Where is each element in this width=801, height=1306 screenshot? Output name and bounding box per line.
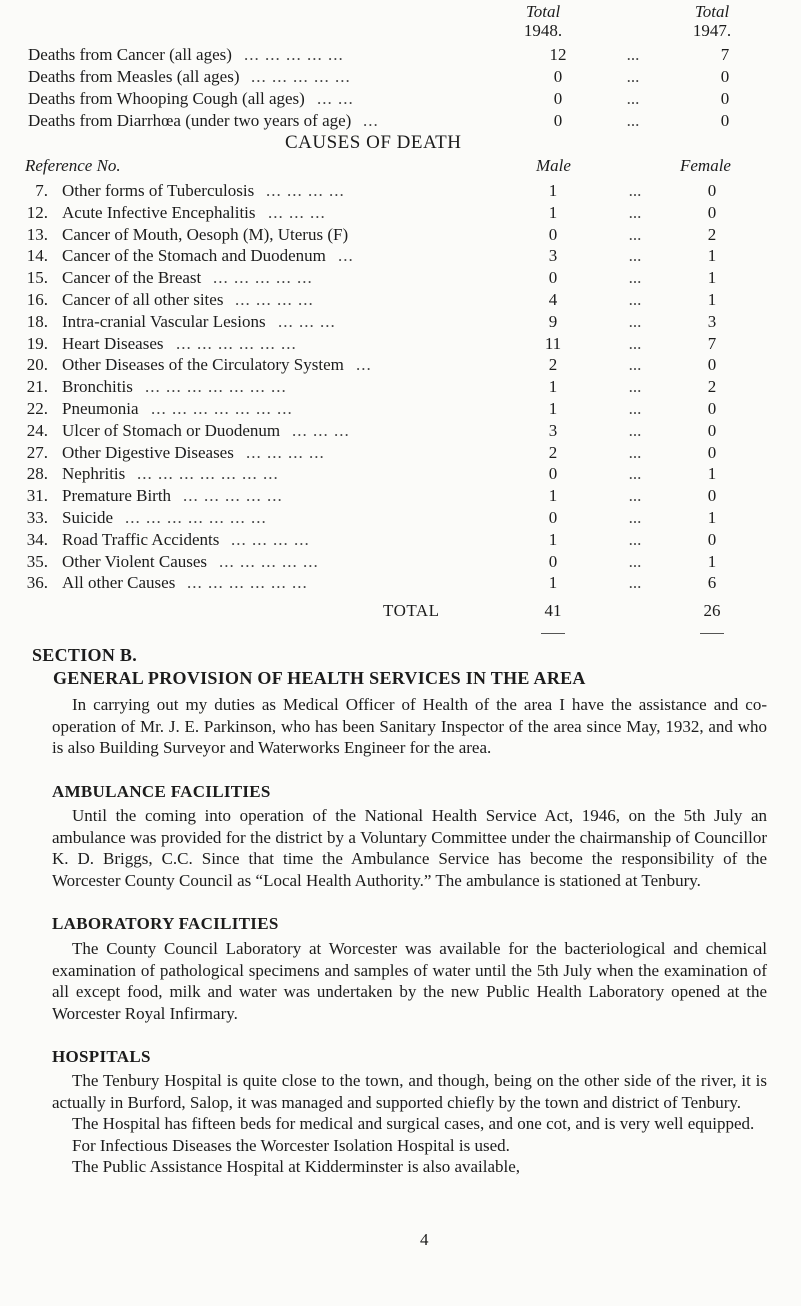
cause-dots: ... ... ... <box>268 202 326 222</box>
cause-sep: ... <box>628 290 642 309</box>
cause-row <box>20 507 770 529</box>
cause-ref-no: 22. <box>26 399 48 418</box>
cause-dots: ... ... ... ... ... ... ... <box>137 464 279 484</box>
deaths-row-label: Deaths from Cancer (all ages) <box>28 45 232 64</box>
cause-dots: ... <box>338 246 354 266</box>
cause-dots: ... ... ... <box>278 311 336 331</box>
cause-female: 0 <box>707 486 717 506</box>
deaths-row-label: Deaths from Measles (all ages) <box>28 67 240 86</box>
cause-dots: ... ... ... ... <box>235 290 314 309</box>
cause-male: 2 <box>548 355 558 375</box>
deaths-row-1947: 0 <box>720 111 730 130</box>
cause-female: 3 <box>707 311 717 331</box>
cause-female: 2 <box>707 224 717 244</box>
total-female: 26 <box>703 601 721 620</box>
cause-sep: ... <box>628 420 642 440</box>
cause-row <box>20 551 770 573</box>
cause-dots: ... ... ... <box>292 420 350 440</box>
col-1948-year: 1948. <box>523 21 563 40</box>
cause-dots: ... ... ... ... ... ... ... <box>125 508 267 527</box>
section-title: SECTION B. <box>32 645 138 665</box>
deaths-row-label: Deaths from Diarrhœa (under two years of age) <box>28 111 352 130</box>
cause-male: 1 <box>548 181 558 200</box>
laboratory-paragraph <box>52 938 767 1024</box>
cause-row <box>20 376 770 398</box>
cause-sep: ... <box>628 355 642 375</box>
cause-male: 0 <box>548 224 558 244</box>
cause-sep: ... <box>628 486 642 506</box>
cause-label: Cancer of the Breast <box>62 268 202 288</box>
deaths-row-label: Deaths from Whooping Cough (all ages) <box>28 89 305 108</box>
cause-sep: ... <box>628 573 642 593</box>
hospitals-paragraph <box>52 1070 767 1178</box>
cause-row <box>20 354 770 376</box>
cause-female: 0 <box>707 355 717 375</box>
female-heading: Female <box>680 156 731 175</box>
total-male: 41 <box>544 601 562 620</box>
cause-row <box>20 202 770 224</box>
hospitals-text-2: The Hospital has fifteen beds for medical and surgical cases, and one cot, and is very well equipped. <box>72 1114 755 1133</box>
cause-row <box>20 463 770 485</box>
cause-label: Heart Diseases <box>62 333 164 353</box>
cause-female: 1 <box>707 290 717 309</box>
cause-label: Other forms of Tuberculosis <box>62 181 255 200</box>
male-heading: Male <box>536 156 571 175</box>
ambulance-heading: AMBULANCE FACILITIES <box>52 782 271 801</box>
cause-dots: ... <box>356 355 372 375</box>
cause-male: 1 <box>548 377 558 397</box>
cause-sep: ... <box>628 224 642 244</box>
cause-row <box>20 442 770 464</box>
cause-male: 0 <box>548 551 558 571</box>
cause-male: 1 <box>548 399 558 418</box>
cause-female: 0 <box>707 529 717 549</box>
cause-label: Suicide <box>62 508 113 527</box>
cause-male: 1 <box>548 529 558 549</box>
cause-male: 1 <box>548 573 558 593</box>
deaths-row-dots: ... ... ... ... ... <box>244 45 344 64</box>
cause-sep: ... <box>628 508 642 527</box>
cause-sep: ... <box>628 246 642 266</box>
cause-male: 4 <box>548 290 558 309</box>
deaths-row-sep: ... <box>626 89 640 108</box>
cause-dots: ... ... ... ... <box>231 529 310 549</box>
cause-female: 1 <box>707 464 717 484</box>
cause-ref-no: 35. <box>26 551 48 571</box>
deaths-row-1947: 0 <box>720 67 730 86</box>
cause-row <box>20 224 770 246</box>
cause-female: 6 <box>707 573 717 593</box>
cause-female: 0 <box>707 399 717 418</box>
hospitals-text-3: For Infectious Diseases the Worcester Isolation Hospital is used. <box>72 1135 510 1155</box>
cause-dots: ... ... ... ... ... ... ... <box>151 399 293 418</box>
cause-row <box>20 420 770 442</box>
cause-male: 0 <box>548 464 558 484</box>
cause-row <box>20 289 770 311</box>
cause-row <box>20 267 770 289</box>
cause-label: Nephritis <box>62 464 126 484</box>
total-male-underline <box>541 633 565 634</box>
cause-ref-no: 28. <box>26 464 48 484</box>
cause-label: Cancer of Mouth, Oesoph (M), Uterus (F) <box>62 224 349 244</box>
cause-label: Premature Birth <box>62 486 172 506</box>
cause-sep: ... <box>628 202 642 222</box>
cause-ref-no: 14. <box>26 246 48 266</box>
cause-ref-no: 7. <box>35 181 48 200</box>
laboratory-heading: LABORATORY FACILITIES <box>52 914 279 933</box>
cause-row <box>20 311 770 333</box>
section-heading: GENERAL PROVISION OF HEALTH SERVICES IN THE AREA <box>53 668 586 688</box>
cause-row <box>20 398 770 420</box>
cause-female: 1 <box>707 551 717 571</box>
cause-label: Other Digestive Diseases <box>62 442 234 462</box>
cause-row <box>20 180 770 202</box>
deaths-row <box>28 66 768 88</box>
intro-paragraph <box>52 694 767 759</box>
deaths-row <box>28 88 768 110</box>
cause-female: 1 <box>707 508 717 527</box>
cause-ref-no: 18. <box>26 311 48 331</box>
deaths-row-dots: ... ... ... ... ... <box>251 67 351 86</box>
cause-label: Acute Infective Encephalitis <box>62 202 256 222</box>
cause-dots: ... ... ... ... <box>266 181 345 200</box>
cause-sep: ... <box>628 464 642 484</box>
cause-label: Ulcer of Stomach or Duodenum <box>62 420 281 440</box>
cause-female: 0 <box>707 420 717 440</box>
deaths-row-1948: 0 <box>553 67 563 86</box>
hospitals-text-1: The Tenbury Hospital is quite close to the town, and though, being on the other side of the river, it is actually in Burford, Salop, it was managed and supported chiefly by the town and district of Tenbury. <box>52 1071 767 1112</box>
cause-label: Other Violent Causes <box>62 551 208 571</box>
cause-sep: ... <box>628 377 642 397</box>
cause-female: 0 <box>707 202 717 222</box>
cause-ref-no: 13. <box>26 224 48 244</box>
cause-row <box>20 529 770 551</box>
cause-male: 11 <box>544 333 562 353</box>
deaths-row-1948: 0 <box>553 111 563 130</box>
total-label: TOTAL <box>383 601 440 620</box>
intro-text: In carrying out my duties as Medical Officer of Health of the area I have the assistance and co-operation of Mr. J. E. Parkinson, who has been Sanitary Inspector of the area since May, 1932, and who is also Building Surveyor and Waterworks Engineer for the area. <box>52 695 767 757</box>
cause-dots: ... ... ... ... ... <box>213 268 313 288</box>
col-1947-year: 1947. <box>692 21 732 40</box>
cause-label: Cancer of all other sites <box>62 290 224 309</box>
page-number: 4 <box>420 1230 429 1249</box>
cause-dots: ... ... ... ... ... <box>183 486 283 506</box>
cause-male: 1 <box>548 202 558 222</box>
cause-label: All other Causes <box>62 573 176 593</box>
deaths-row-1948: 12 <box>549 45 567 64</box>
cause-label: Bronchitis <box>62 377 133 397</box>
hospitals-heading: HOSPITALS <box>52 1047 151 1066</box>
deaths-row <box>28 44 768 66</box>
deaths-row-sep: ... <box>626 67 640 86</box>
cause-label: Cancer of the Stomach and Duodenum <box>62 246 326 266</box>
reference-heading: Reference No. <box>25 156 121 175</box>
cause-row <box>20 333 770 355</box>
cause-sep: ... <box>628 333 642 353</box>
cause-sep: ... <box>628 551 642 571</box>
cause-sep: ... <box>628 442 642 462</box>
cause-ref-no: 15. <box>26 268 48 288</box>
cause-female: 2 <box>707 377 717 397</box>
cause-male: 3 <box>548 246 558 266</box>
deaths-row-dots: ... ... <box>317 89 354 108</box>
cause-ref-no: 31. <box>26 486 48 506</box>
cause-ref-no: 21. <box>26 377 48 397</box>
cause-female: 1 <box>707 246 717 266</box>
cause-male: 0 <box>548 508 558 527</box>
cause-male: 3 <box>548 420 558 440</box>
deaths-row-dots: ... <box>363 111 379 130</box>
cause-row <box>20 572 770 594</box>
cause-dots: ... ... ... ... ... <box>219 551 319 571</box>
cause-dots: ... ... ... ... <box>246 442 325 462</box>
cause-ref-no: 12. <box>26 202 48 222</box>
deaths-row-sep: ... <box>626 111 640 130</box>
cause-ref-no: 24. <box>26 420 48 440</box>
cause-male: 0 <box>548 268 558 288</box>
total-female-underline <box>700 633 724 634</box>
cause-row <box>20 245 770 267</box>
cause-label: Road Traffic Accidents <box>62 529 220 549</box>
cause-sep: ... <box>628 311 642 331</box>
cause-ref-no: 19. <box>26 333 48 353</box>
deaths-row-sep: ... <box>626 45 640 64</box>
deaths-row <box>28 110 768 132</box>
col-1947-heading <box>677 2 747 40</box>
laboratory-text: The County Council Laboratory at Worcester was available for the bacteriological and chemical examination of pathological specimens and samples of water until the 5th July when the examination of all except food, milk and water was undertaken by the new Public Health Laboratory opened at the Worcester Royal Infirmary. <box>52 939 767 1023</box>
cause-ref-no: 34. <box>26 529 48 549</box>
cause-male: 9 <box>548 311 558 331</box>
cause-female: 7 <box>707 333 717 353</box>
cause-sep: ... <box>628 399 642 418</box>
deaths-row-1948: 0 <box>553 89 563 108</box>
cause-ref-no: 33. <box>26 508 48 527</box>
deaths-row-1947: 7 <box>720 45 730 64</box>
col-1948-title: Total <box>525 2 561 21</box>
cause-ref-no: 20. <box>26 355 48 375</box>
cause-label: Pneumonia <box>62 399 139 418</box>
cause-female: 1 <box>707 268 717 288</box>
cause-male: 1 <box>548 486 558 506</box>
cause-female: 0 <box>707 181 717 200</box>
cause-ref-no: 36. <box>26 573 48 593</box>
cause-sep: ... <box>628 268 642 288</box>
col-1948-heading <box>508 2 578 40</box>
hospitals-text-4: The Public Assistance Hospital at Kidderminster is also available, <box>72 1157 521 1176</box>
cause-dots: ... ... ... ... ... ... <box>187 573 308 593</box>
cause-dots: ... ... ... ... ... ... ... <box>145 377 287 397</box>
cause-female: 0 <box>707 442 717 462</box>
ambulance-paragraph <box>52 805 767 891</box>
cause-ref-no: 16. <box>26 290 48 309</box>
cause-row <box>20 485 770 507</box>
cause-ref-no: 27. <box>26 442 48 462</box>
col-1947-title: Total <box>694 2 730 21</box>
cause-sep: ... <box>628 529 642 549</box>
cause-dots: ... ... ... ... ... ... <box>176 333 297 353</box>
cause-sep: ... <box>628 181 642 200</box>
cause-male: 2 <box>548 442 558 462</box>
cause-label: Other Diseases of the Circulatory System <box>62 355 344 375</box>
cause-label: Intra-cranial Vascular Lesions <box>62 311 266 331</box>
causes-title: CAUSES OF DEATH <box>285 132 462 153</box>
deaths-row-1947: 0 <box>720 89 730 108</box>
ambulance-text: Until the coming into operation of the National Health Service Act, 1946, on the 5th July an ambulance was provided for the district by a Voluntary Committee under the chairmanship of Councillor K. D. Briggs, C.C. Since that time the Ambulance Service has become the responsibility of the Worcester County Council as “Local Health Authority.” The ambulance is stationed at Tenbury. <box>52 806 767 890</box>
